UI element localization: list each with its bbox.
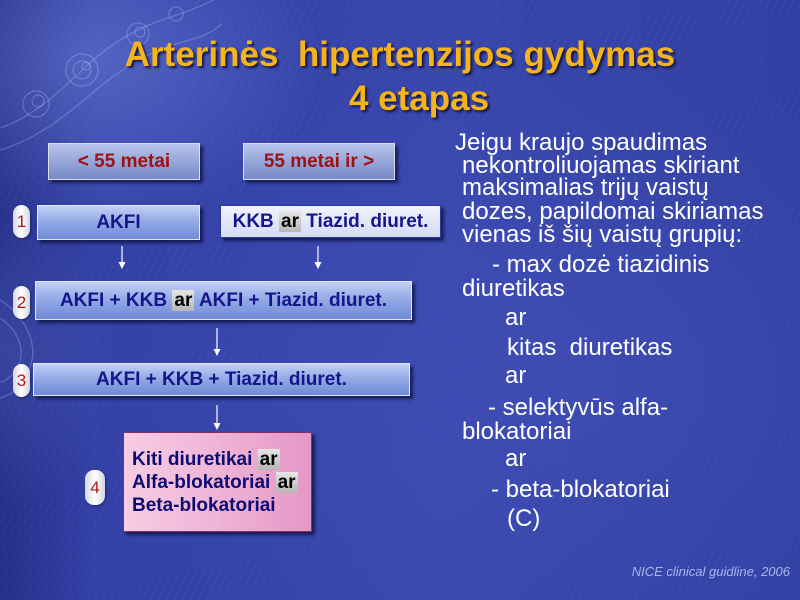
recommendation-connector: ar — [505, 445, 527, 472]
step1-drug-a: KKB — [232, 210, 274, 232]
age-group-under-55 — [48, 143, 200, 180]
step2-combo-b: AKFI + Tiazid. diuret. — [198, 289, 388, 311]
step4-line-beta-blockers — [132, 494, 276, 517]
step1-box-kkb-or-tiazid — [220, 205, 441, 238]
step1-box-kkb-or-tiazid-label — [233, 211, 429, 233]
step4-box — [123, 432, 312, 532]
recommendation-option: - max dozė tiazidinis — [492, 251, 710, 278]
step4-line-alpha-blockers-text: Alfa-blokatoriai — [132, 471, 271, 493]
step4-line-alpha-blockers — [132, 471, 298, 494]
recommendation-option: diuretikas — [462, 275, 565, 302]
step-number-badge-3: 3 — [13, 364, 30, 397]
step2-box-label — [60, 290, 387, 312]
recommendation-option: blokatoriai — [462, 418, 572, 445]
recommendation-option: - selektyvūs alfa- — [488, 394, 669, 421]
title-line-1: Arterinės hipertenzijos gydymas — [124, 35, 676, 74]
recommendation-option: - beta-blokatoriai — [491, 476, 670, 503]
age-group-over-55-label: 55 metai ir > — [263, 150, 375, 172]
step2-box — [35, 281, 412, 320]
step1-drug-b: Tiazid. diuret. — [306, 210, 429, 232]
step1-box-akfi-label: AKFI — [96, 211, 141, 233]
age-group-over-55 — [243, 143, 395, 180]
step1-connector-ar: ar — [281, 210, 300, 232]
recommendation-option: kitas diuretikas — [507, 334, 673, 361]
step4-line-beta-blockers-text: Beta-blokatoriai — [132, 494, 276, 516]
step3-box-label: AKFI + KKB + Tiazid. diuret. — [96, 368, 347, 390]
step4-line-diuretics-connector: ar — [259, 448, 278, 470]
step4-line-diuretics — [132, 448, 280, 471]
title-line-2: 4 etapas — [348, 79, 490, 118]
step-number-badge-2: 2 — [13, 286, 30, 319]
recommendation-line: maksimalias trijų vaistų — [462, 174, 709, 201]
age-group-under-55-label: < 55 metai — [77, 150, 171, 172]
recommendation-connector: ar — [505, 304, 527, 331]
recommendation-evidence-grade: (C) — [507, 505, 541, 532]
step4-line-alpha-blockers-connector: ar — [277, 471, 296, 493]
step2-connector-ar: ar — [174, 289, 193, 311]
recommendation-connector: ar — [505, 362, 527, 389]
arrow-step1-right — [315, 246, 322, 269]
step-number-badge-1: 1 — [13, 205, 30, 238]
recommendation-line: Jeigu kraujo spaudimas — [455, 129, 708, 156]
source-citation: NICE clinical guidline, 2006 — [631, 564, 790, 579]
step2-combo-a: AKFI + KKB — [59, 289, 168, 311]
recommendation-line: dozes, papildomai skiriamas — [462, 198, 764, 225]
step-number-badge-4: 4 — [85, 470, 105, 505]
step1-box-akfi — [37, 205, 200, 240]
recommendation-line: vienas iš šių vaistų grupių: — [462, 221, 743, 248]
step3-box — [33, 363, 410, 396]
recommendation-line: nekontroliuojamas skiriant — [462, 152, 740, 179]
arrow-step3 — [214, 405, 221, 430]
arrow-step1-left — [119, 246, 126, 269]
arrow-step2 — [214, 328, 221, 356]
step4-line-diuretics-text: Kiti diuretikai — [132, 448, 253, 470]
